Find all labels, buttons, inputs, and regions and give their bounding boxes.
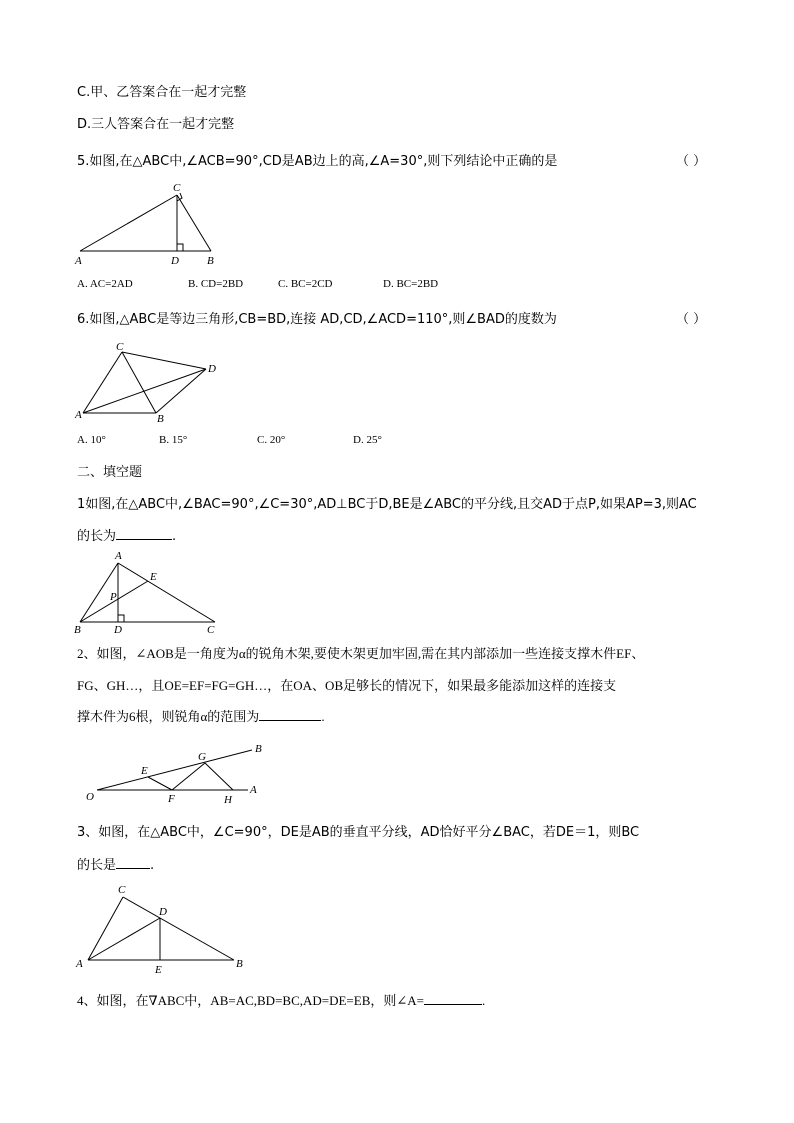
fill-2-text: 撑木件为6根，则锐角α的范围为 (77, 709, 260, 724)
label-h: H (224, 794, 232, 806)
label-a: A (75, 409, 82, 421)
fill-4-text: 4、如图，在∇ABC中，AB=AC,BD=BC,AD=DE=EB，则∠A= (77, 993, 424, 1008)
fill-4-line (77, 992, 485, 1010)
label-a: A (115, 550, 122, 562)
question-6: 6.如图,△ABC是等边三角形,CB=BD,连接 AD,CD,∠ACD=110°,则∠BAD的度数为 (77, 312, 557, 327)
label-p: P (110, 591, 117, 603)
fill-3-line-a: 3、如图，在△ABC中，∠C=90°，DE是AB的垂直平分线，AD恰好平分∠BAC，若DE＝1，则BC (77, 825, 640, 840)
q6-option-b: B. 15° (159, 434, 188, 446)
fill-4-period: . (481, 993, 486, 1008)
fill-2-line-b: FG、GH…，且OE=EF=FG=GH…，在OA、OB足够长的情况下，如果最多能添加这样的连接支 (77, 678, 617, 693)
seg-cb (123, 897, 234, 960)
fill-3-period: . (150, 858, 155, 873)
q5-option-a: A. AC=2AD (77, 278, 133, 290)
label-b: B (74, 624, 81, 636)
label-a: A (75, 255, 82, 267)
label-c: C (118, 884, 126, 896)
label-d: D (208, 363, 216, 375)
label-e: E (150, 571, 157, 583)
label-a: A (76, 958, 83, 970)
fill-3-text: 的长是 (77, 858, 117, 873)
label-c: C (116, 341, 124, 353)
q6-option-d: D. 25° (353, 434, 382, 446)
label-f: F (168, 793, 175, 805)
label-b: B (207, 255, 214, 267)
answer-blank-4[interactable] (424, 992, 482, 1005)
label-g: G (198, 751, 206, 763)
label-d: D (171, 255, 179, 267)
fill-1-line-a: 1如图,在△ABC中,∠BAC=90°,∠C=30°,AD⊥BC于D,BE是∠ABC的平分线,且交AD于点P,如果AP=3,则AC (77, 497, 697, 512)
label-b: B (157, 413, 164, 425)
seg-ad (88, 918, 160, 960)
label-c: C (207, 624, 215, 636)
q5-option-c: C. BC=2CD (278, 278, 333, 290)
label-b: B (236, 958, 243, 970)
answer-paren-q6: （ ） (676, 312, 707, 327)
question-5: 5.如图,在△ABC中,∠ACB=90°,CD是AB边上的高,∠A=30°,则下列结论中正确的是 (77, 154, 558, 169)
fill-1-period: . (172, 529, 177, 544)
label-c: C (173, 182, 181, 194)
fill-2-line-a: 2、如图，∠AOB是一角度为α的锐角木架,要使木架更加牢固,需在其内部添加一些连接支撑木件EF、 (77, 646, 645, 661)
option-c-line: C.甲、乙答案合在一起才完整 (77, 85, 247, 100)
label-d: D (159, 906, 167, 918)
label-e: E (141, 765, 148, 777)
q6-option-c: C. 20° (257, 434, 286, 446)
label-a: A (250, 784, 257, 796)
seg-ac (88, 897, 123, 960)
label-d: D (114, 624, 122, 636)
label-o: O (86, 791, 94, 803)
label-e: E (155, 964, 162, 976)
q5-option-d: D. BC=2BD (383, 278, 439, 290)
label-b: B (255, 743, 262, 755)
option-d-line: D.三人答案合在一起才完整 (77, 117, 235, 132)
fill-1-text: 的长为 (77, 529, 117, 544)
answer-paren-q5: （ ） (676, 154, 707, 169)
q5-option-b: B. CD=2BD (188, 278, 244, 290)
section-heading: 二、填空题 (77, 465, 143, 480)
q6-option-a: A. 10° (77, 434, 106, 446)
fill-2-period: . (321, 709, 325, 724)
